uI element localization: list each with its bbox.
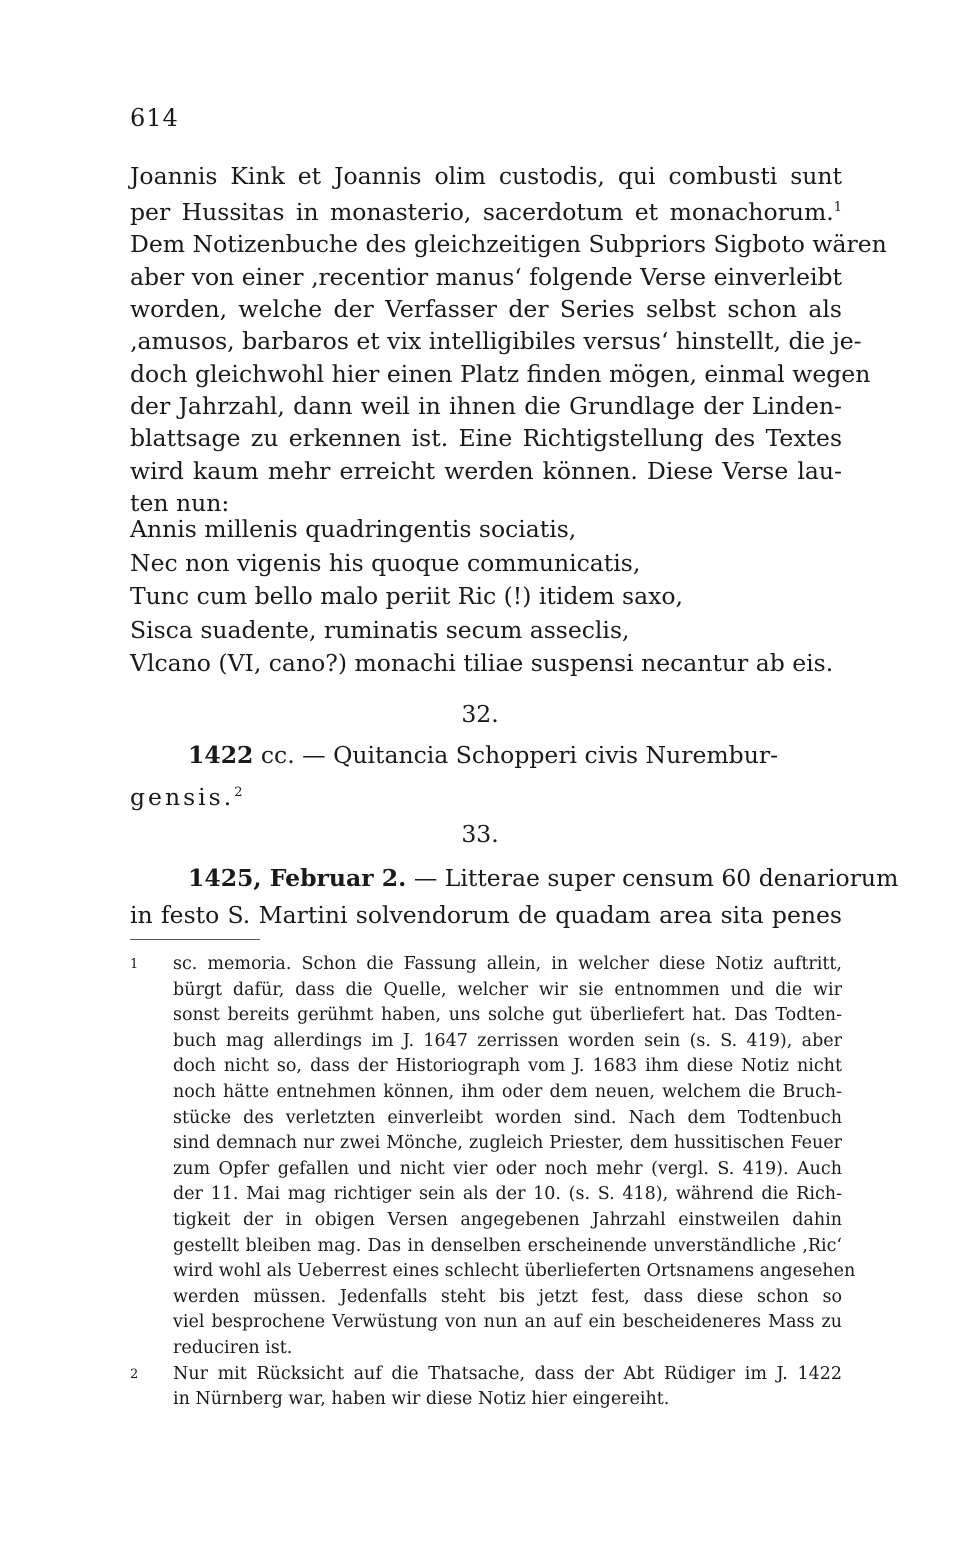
entry-line xyxy=(130,737,842,774)
footnote-line: reduciren ist. xyxy=(173,1337,293,1358)
entry-text: — Litterae super censum 60 denariorum xyxy=(413,864,899,892)
paragraph-line: der Jahrzahl, dann weil in ihnen die Grundlage der Linden- xyxy=(130,391,842,420)
footnote-line: zum Opfer gefallen und nicht vier oder noch mehr (vergl. S. 419). Auch xyxy=(173,1158,842,1179)
paragraph-line: worden, welche der Verfasser der Series selbst schon als xyxy=(130,295,842,324)
footnotes xyxy=(130,952,856,1413)
footnote-line: der 11. Mai mag richtiger sein als der 10. (s. S. 418), während die Rich- xyxy=(173,1184,842,1205)
footnote-line: wird wohl als Ueberrest eines schlecht überlieferten Ortsnamens angesehen xyxy=(173,1261,856,1282)
footnote-line: noch hätte entnehmen können, ihm oder dem neuen, welchem die Bruch- xyxy=(173,1081,842,1102)
paragraph-line: ‚amusos, barbaros et vix intelligibiles versus‘ hinstellt, die je- xyxy=(130,327,862,356)
footnote-text: Nur mit Rücksicht auf die Thatsache, dass der Abt Rüdiger im J. 1422 xyxy=(173,1363,842,1384)
footnote-text: sc. memoria. Schon die Fassung allein, in welcher diese Notiz auftritt, xyxy=(173,954,842,974)
entry-date: 1425, Februar 2. xyxy=(188,864,407,892)
paragraph-line xyxy=(130,192,842,228)
page-number: 614 xyxy=(130,104,179,132)
footnote-ref: 1 xyxy=(833,200,842,216)
paragraph-line: aber von einer ‚recentior manus‘ folgende Verse einverleibt xyxy=(130,262,842,291)
verse-line: Vlcano (VI, cano?) monachi tiliae suspensi necantur ab eis. xyxy=(130,649,834,677)
footnote-divider xyxy=(130,939,260,940)
entry-line: in festo S. Martini solvendorum de quadam area sita penes xyxy=(130,901,842,929)
verse-line: Annis millenis quadringentis sociatis, xyxy=(130,515,577,543)
footnote-line: sonst bereits gerühmt haben, uns solche gut überliefert hat. Das Todten- xyxy=(173,1005,842,1026)
footnote-line xyxy=(130,952,842,978)
entry-line xyxy=(130,860,899,897)
paragraph-line-text: per Hussitas in monasterio, sacerdotum et monachorum. xyxy=(130,198,834,227)
entry-number: 33. xyxy=(461,820,499,848)
footnote-line: stücke des verletzten einverleibt worden sind. Nach dem Todtenbuch xyxy=(173,1107,842,1128)
paragraph-line: ten nun: xyxy=(130,488,230,517)
paragraph-line: doch gleichwohl hier einen Platz finden mögen, einmal wegen xyxy=(130,359,871,388)
paragraph-line: wird kaum mehr erreicht werden können. Diese Verse lau- xyxy=(130,456,842,485)
main-paragraph xyxy=(130,160,887,519)
footnote-ref: 2 xyxy=(234,785,243,800)
footnote-line: tigkeit der in obigen Versen angegebenen Jahrzahl einstweilen dahin xyxy=(173,1209,842,1230)
entry-text: cc. — Quitancia Schopperi civis Nurembur- xyxy=(260,741,779,769)
footnote-mark: 1 xyxy=(130,957,139,972)
footnote-line: bürgt dafür, dass die Quelle, welcher wir sie entnommen und die wir xyxy=(173,979,842,1000)
verse-line: Sisca suadente, ruminatis secum asseclis, xyxy=(130,615,630,644)
footnote-line: viel besprochene Verwüstung von nun an auf ein bescheideneres Mass zu xyxy=(173,1312,842,1333)
entry-date: 1422 xyxy=(188,741,254,769)
entry-text: gensis. xyxy=(130,782,235,811)
entry-33 xyxy=(130,860,899,934)
paragraph-line: Joannis Kink et Joannis olim custodis, qui combusti sunt xyxy=(130,162,842,190)
paragraph-line: Dem Notizenbuche des gleichzeitigen Subpriors Sigboto wären xyxy=(130,230,887,259)
footnote-mark: 2 xyxy=(130,1366,139,1382)
footnote-line: doch nicht so, dass der Historiograph vom J. 1683 ihm diese Notiz nicht xyxy=(173,1056,842,1077)
footnote-line: buch mag allerdings im J. 1647 zerrissen worden sein (s. S. 419), aber xyxy=(173,1030,842,1051)
footnote-line: sind demnach nur zwei Mönche, zugleich Priester, dem hussitischen Feuer xyxy=(173,1133,842,1154)
verse-block xyxy=(130,513,842,681)
footnote-line: in Nürnberg war, haben wir diese Notiz hier eingereiht. xyxy=(173,1389,670,1410)
entry-line xyxy=(130,774,842,816)
entry-32 xyxy=(130,737,842,816)
paragraph-line: blattsage zu erkennen ist. Eine Richtigstellung des Textes xyxy=(130,424,842,453)
footnote-line xyxy=(130,1362,842,1388)
entry-number: 32. xyxy=(461,700,499,728)
footnote-line: werden müssen. Jedenfalls steht bis jetzt fest, dass diese schon so xyxy=(173,1286,842,1307)
verse-line: Tunc cum bello malo periit Ric (!) itidem saxo, xyxy=(130,582,683,610)
footnote-line: gestellt bleiben mag. Das in denselben erscheinende unverständliche ‚Ric‘ xyxy=(173,1235,842,1256)
verse-line: Nec non vigenis his quoque communicatis, xyxy=(130,548,641,577)
